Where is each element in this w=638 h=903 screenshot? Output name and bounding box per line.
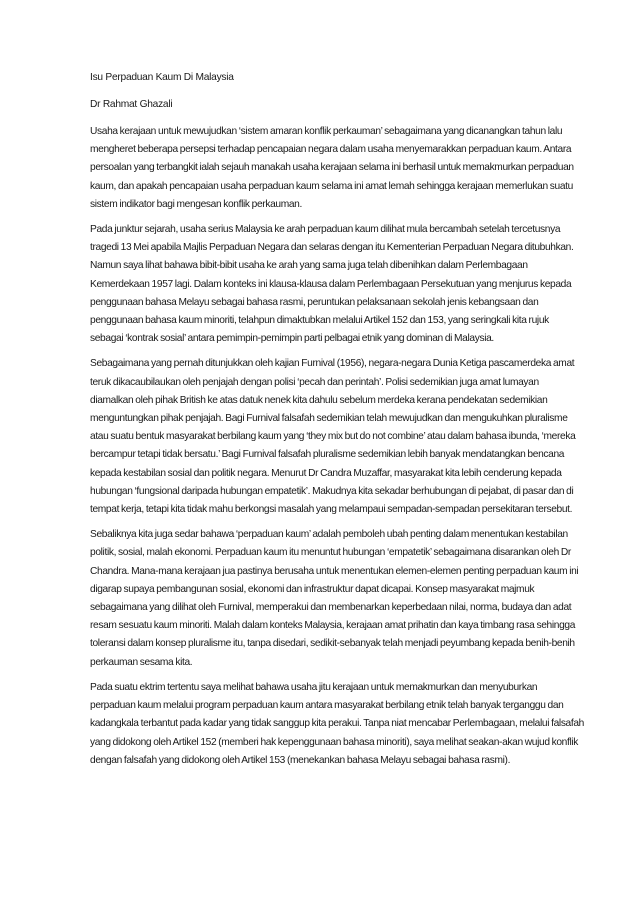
document-author: Dr Rahmat Ghazali [90, 99, 173, 110]
paragraph-5: Pada suatu ektrim tertentu saya melihat bahawa usaha jitu kerajaan untuk memakmurkan dan menyuburkan perpaduan kaum melalui program perpaduan kaum antara masyarakat berbilang etnik telah banyak terganggu dan kadangkala terbantut pada kadar yang tidak sanggup kita perakui. Tanpa niat mencabar Perlembagaan, melalui falsafah yang didokong oleh Artikel 152 (memberi hak kepenggunaan bahasa minoriti), saya melihat seakan-akan wujud konflik dengan falsafah yang didokong oleh Artikel 153 (menekankan bahasa Melayu sebagai bahasa rasmi). [90, 681, 584, 766]
paragraph-1: Usaha kerajaan untuk mewujudkan ‘sistem amaran konflik perkauman’ sebagaimana yang dicanangkan tahun lalu mengheret beberapa persepsi terhadap pencapaian negara dalam usaha menyemarakkan perpaduan kaum. Antara persoalan yang terbangkit ialah sejauh manakah usaha kerajaan selama ini berhasil untuk memakmurkan perpaduan kaum, dan apakah pencapaian usaha perpaduan kaum selama ini amat lemah sehingga kerajaan memerlukan suatu sistem indikator bagi mengesan konflik perkauman. [90, 126, 574, 210]
paragraph-4: Sebaliknya kita juga sedar bahawa ‘perpaduan kaum’ adalah pemboleh ubah penting dalam menentukan kestabilan politik, sosial, malah ekonomi. Perpaduan kaum itu menuntut hubungan ‘empatetik’ sebagaimana disarankan oleh Dr Chandra. Mana-mana kerajaan jua pastinya berusaha untuk menentukan elemen-elemen penting perpaduan kaum ini digarap supaya pembangunan sosial, ekonomi dan infrastruktur dapat dicapai. Konsep masyarakat majmuk sebagaimana yang dilihat oleh Furnival, memperakui dan membenarkan keperbedaan nilai, norma, budaya dan adat resam sesuatu kaum minoriti. Malah dalam konteks Malaysia, kerajaan amat prihatin dan kaya timbang rasa sehingga toleransi dalam konsep pluralisme itu, tanpa disedari, sedikit-sebanyak telah menjadi peyumbang kepada benih-benih perkauman sesama kita. [90, 529, 579, 668]
document-title: Isu Perpaduan Kaum Di Malaysia [90, 72, 234, 83]
paragraph-2: Pada junktur sejarah, usaha serius Malaysia ke arah perpaduan kaum dilihat mula bercambah setelah tercetusnya tragedi 13 Mei apabila Majlis Perpaduan Negara dan selaras dengan itu Kementerian Perpaduan Negara ditubuhkan. Namun saya lihat bahawa bibit-bibit usaha ke arah yang sama juga telah dibenihkan dalam Perlembagaan Kemerdekaan 1957 lagi. Dalam konteks ini klausa-klausa dalam Perlembagaan Persekutuan yang menjurus kepada penggunaan bahasa Melayu sebagai bahasa rasmi, peruntukan pelaksanaan sekolah jenis kebangsaan dan penggunaan bahasa kaum minoriti, telahpun dimaktubkan melalui Artikel 152 dan 153, yang seringkali kita rujuk sebagai ‘kontrak sosial’ antara pemimpin-pemimpin parti pelbagai etnik yang dominan di Malaysia. [90, 224, 574, 345]
paragraph-3: Sebagaimana yang pernah ditunjukkan oleh kajian Furnival (1956), negara-negara Dunia Ketiga pascamerdeka amat teruk dikacaubilaukan oleh penjajah dengan polisi ‘pecah dan perintah’. Polisi sedemikian juga amat lumayan diamalkan oleh pihak British ke atas datuk nenek kita dahulu sebelum merdeka kerana pendekatan sedemikian menguntungkan pihak penjajah. Bagi Furnival falsafah sedemikian telah mewujudkan dan mengukuhkan pluralisme atau suatu bentuk masyarakat berbilang kaum yang ‘they mix but do not combine’ atau dalam bahasa ibunda, ‘mereka bercampur tetapi tidak bersatu.’ Bagi Furnival falsafah pluralisme sedemikian lebih banyak mendatangkan bencana kepada kestabilan sosial dan politik negara. Menurut Dr Candra Muzaffar, masyarakat kita lebih cenderung kepada hubungan ‘fungsional daripada hubungan empatetik’. Makudnya kita sekadar berhubungan di pejabat, di pasar dan di tempat kerja, tetapi kita tidak mahu berkongsi masalah yang melampaui sempadan-sempadan persekitaran tersebut. [90, 358, 576, 516]
